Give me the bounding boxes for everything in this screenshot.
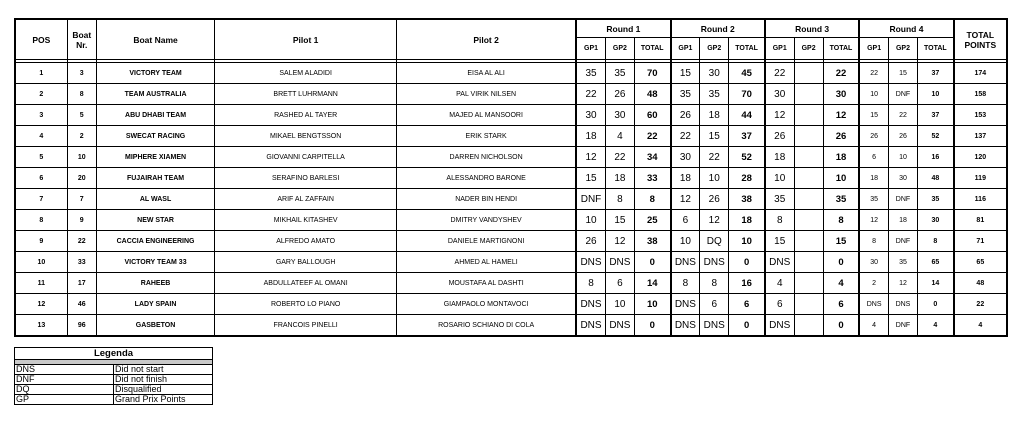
round-2-total-cell: 6 <box>729 294 765 315</box>
table-row <box>15 273 1007 294</box>
round-1-total-cell: 48 <box>634 84 670 105</box>
pos-cell: 1 <box>15 63 67 84</box>
pilot-2-cell: ALESSANDRO BARONE <box>397 168 577 189</box>
round-4-gp1-cell: 2 <box>859 273 888 294</box>
round-4-total-cell: 8 <box>918 231 954 252</box>
round-1-gp2-cell: 4 <box>605 126 634 147</box>
header-total-points: TOTAL POINTS <box>954 19 1007 60</box>
round-4-gp2-cell: 30 <box>888 168 917 189</box>
legend-desc: Did not start <box>114 365 213 375</box>
round-1-gp2-cell: 22 <box>605 147 634 168</box>
round-2-gp1-cell: 6 <box>671 210 700 231</box>
legend-row <box>15 385 213 395</box>
round-2-gp2-cell: 26 <box>700 189 729 210</box>
round-2-gp2-cell: 18 <box>700 105 729 126</box>
round-3-gp1-cell: 15 <box>765 231 794 252</box>
boat-nr-cell: 20 <box>67 168 96 189</box>
round-3-gp1-cell: DNS <box>765 252 794 273</box>
round-1-total-cell: 25 <box>634 210 670 231</box>
round-1-total-cell: 60 <box>634 105 670 126</box>
round-4-gp2-cell: DNF <box>888 84 917 105</box>
round-1-total-cell: 0 <box>634 315 670 337</box>
header-round-3: Round 3 <box>765 19 859 38</box>
round-3-total-cell: 10 <box>823 168 859 189</box>
pilot-1-cell: SERAFINO BARLESI <box>215 168 397 189</box>
round-4-total-cell: 4 <box>918 315 954 337</box>
round-1-gp1-cell: 26 <box>576 231 605 252</box>
boat-nr-cell: 33 <box>67 252 96 273</box>
pilot-2-cell: MOUSTAFA AL DASHTI <box>397 273 577 294</box>
table-row <box>15 84 1007 105</box>
round-1-gp2-cell: 15 <box>605 210 634 231</box>
round-4-total-cell: 37 <box>918 63 954 84</box>
header-boat-name: Boat Name <box>96 19 214 60</box>
boat-nr-cell: 96 <box>67 315 96 337</box>
pilot-1-cell: SALEM ALADIDI <box>215 63 397 84</box>
round-4-gp2-cell: 10 <box>888 147 917 168</box>
round-3-total-cell: 0 <box>823 252 859 273</box>
round-3-gp2-cell <box>794 210 823 231</box>
round-1-gp2-cell: 35 <box>605 63 634 84</box>
round-2-gp1-cell: 8 <box>671 273 700 294</box>
header-r4-gp1: GP1 <box>859 38 888 60</box>
pos-cell: 3 <box>15 105 67 126</box>
round-4-total-cell: 10 <box>918 84 954 105</box>
round-2-total-cell: 70 <box>729 84 765 105</box>
round-1-total-cell: 0 <box>634 252 670 273</box>
round-1-gp2-cell: 30 <box>605 105 634 126</box>
boat-nr-cell: 2 <box>67 126 96 147</box>
boat-name-cell: VICTORY TEAM 33 <box>96 252 214 273</box>
header-pilot-2: Pilot 2 <box>397 19 577 60</box>
pilot-1-cell: ALFREDO AMATO <box>215 231 397 252</box>
pilot-2-cell: MAJED AL MANSOORI <box>397 105 577 126</box>
round-3-gp2-cell <box>794 105 823 126</box>
boat-nr-cell: 9 <box>67 210 96 231</box>
pos-cell: 2 <box>15 84 67 105</box>
round-3-total-cell: 15 <box>823 231 859 252</box>
round-1-gp2-cell: 18 <box>605 168 634 189</box>
round-3-gp2-cell <box>794 273 823 294</box>
boat-nr-cell: 10 <box>67 147 96 168</box>
legend-desc: Grand Prix Points <box>114 395 213 405</box>
pos-cell: 6 <box>15 168 67 189</box>
round-3-total-cell: 26 <box>823 126 859 147</box>
table-row <box>15 126 1007 147</box>
round-4-gp2-cell: DNS <box>888 294 917 315</box>
boat-name-cell: RAHEEB <box>96 273 214 294</box>
table-row <box>15 105 1007 126</box>
round-2-gp2-cell: 15 <box>700 126 729 147</box>
pos-cell: 10 <box>15 252 67 273</box>
round-2-total-cell: 44 <box>729 105 765 126</box>
table-row <box>15 210 1007 231</box>
round-3-gp2-cell <box>794 84 823 105</box>
pos-cell: 9 <box>15 231 67 252</box>
round-3-gp1-cell: 12 <box>765 105 794 126</box>
round-1-gp1-cell: 8 <box>576 273 605 294</box>
total-points-cell: 22 <box>954 294 1007 315</box>
round-1-gp2-cell: 6 <box>605 273 634 294</box>
round-1-total-cell: 8 <box>634 189 670 210</box>
header-round-4: Round 4 <box>859 19 953 38</box>
round-1-gp1-cell: 35 <box>576 63 605 84</box>
table-row <box>15 252 1007 273</box>
header-pos: POS <box>15 19 67 60</box>
pilot-1-cell: ARIF AL ZAFFAIN <box>215 189 397 210</box>
legend-abbr: DQ <box>15 385 114 395</box>
legend-abbr: DNS <box>15 365 114 375</box>
round-3-gp1-cell: 30 <box>765 84 794 105</box>
legend-table <box>14 347 213 405</box>
round-4-gp1-cell: 12 <box>859 210 888 231</box>
boat-name-cell: FUJAIRAH TEAM <box>96 168 214 189</box>
round-4-total-cell: 65 <box>918 252 954 273</box>
table-row <box>15 315 1007 337</box>
pilot-1-cell: RASHED AL TAYER <box>215 105 397 126</box>
round-4-total-cell: 16 <box>918 147 954 168</box>
header-r4-gp2: GP2 <box>888 38 917 60</box>
total-points-cell: 71 <box>954 231 1007 252</box>
pilot-1-cell: BRETT LUHRMANN <box>215 84 397 105</box>
boat-name-cell: ABU DHABI TEAM <box>96 105 214 126</box>
round-2-gp1-cell: DNS <box>671 252 700 273</box>
table-row <box>15 189 1007 210</box>
pilot-2-cell: EISA AL ALI <box>397 63 577 84</box>
pos-cell: 8 <box>15 210 67 231</box>
table-row <box>15 147 1007 168</box>
round-3-gp2-cell <box>794 252 823 273</box>
pilot-1-cell: ROBERTO LO PIANO <box>215 294 397 315</box>
pos-cell: 5 <box>15 147 67 168</box>
round-1-total-cell: 22 <box>634 126 670 147</box>
legend-abbr: DNF <box>15 375 114 385</box>
pos-cell: 4 <box>15 126 67 147</box>
round-2-gp2-cell: 10 <box>700 168 729 189</box>
boat-nr-cell: 8 <box>67 84 96 105</box>
boat-name-cell: LADY SPAIN <box>96 294 214 315</box>
round-2-gp1-cell: 15 <box>671 63 700 84</box>
round-4-gp1-cell: 18 <box>859 168 888 189</box>
boat-name-cell: CACCIA ENGINEERING <box>96 231 214 252</box>
pilot-2-cell: NADER BIN HENDI <box>397 189 577 210</box>
round-3-total-cell: 18 <box>823 147 859 168</box>
round-4-gp1-cell: 22 <box>859 63 888 84</box>
round-4-gp2-cell: 12 <box>888 273 917 294</box>
round-3-gp1-cell: 8 <box>765 210 794 231</box>
round-1-gp1-cell: 15 <box>576 168 605 189</box>
results-table <box>14 18 1008 337</box>
round-2-total-cell: 45 <box>729 63 765 84</box>
round-2-gp2-cell: DQ <box>700 231 729 252</box>
round-1-total-cell: 14 <box>634 273 670 294</box>
header-r1-total: TOTAL <box>634 38 670 60</box>
boat-nr-cell: 46 <box>67 294 96 315</box>
boat-name-cell: SWECAT RACING <box>96 126 214 147</box>
round-4-total-cell: 14 <box>918 273 954 294</box>
round-1-total-cell: 10 <box>634 294 670 315</box>
pilot-2-cell: DARREN NICHOLSON <box>397 147 577 168</box>
round-2-gp1-cell: 10 <box>671 231 700 252</box>
round-2-gp2-cell: 12 <box>700 210 729 231</box>
round-1-gp2-cell: DNS <box>605 252 634 273</box>
round-3-gp1-cell: 4 <box>765 273 794 294</box>
header-r1-gp1: GP1 <box>576 38 605 60</box>
round-3-gp2-cell <box>794 126 823 147</box>
total-points-cell: 119 <box>954 168 1007 189</box>
round-1-gp1-cell: 22 <box>576 84 605 105</box>
round-2-total-cell: 38 <box>729 189 765 210</box>
legend-title: Legenda <box>15 348 213 360</box>
round-3-total-cell: 8 <box>823 210 859 231</box>
boat-nr-cell: 17 <box>67 273 96 294</box>
round-2-gp2-cell: DNS <box>700 315 729 337</box>
round-3-gp1-cell: 6 <box>765 294 794 315</box>
round-3-gp2-cell <box>794 168 823 189</box>
round-1-gp1-cell: 18 <box>576 126 605 147</box>
round-2-gp1-cell: 22 <box>671 126 700 147</box>
round-4-gp2-cell: DNF <box>888 315 917 337</box>
round-4-gp1-cell: 6 <box>859 147 888 168</box>
round-1-total-cell: 38 <box>634 231 670 252</box>
round-2-total-cell: 10 <box>729 231 765 252</box>
round-4-gp1-cell: 35 <box>859 189 888 210</box>
round-4-gp1-cell: 30 <box>859 252 888 273</box>
boat-name-cell: TEAM AUSTRALIA <box>96 84 214 105</box>
pilot-1-cell: MIKAEL BENGTSSON <box>215 126 397 147</box>
header-r1-gp2: GP2 <box>605 38 634 60</box>
boat-nr-cell: 3 <box>67 63 96 84</box>
round-3-total-cell: 12 <box>823 105 859 126</box>
total-points-cell: 48 <box>954 273 1007 294</box>
round-4-total-cell: 30 <box>918 210 954 231</box>
round-3-gp2-cell <box>794 189 823 210</box>
round-2-gp2-cell: 8 <box>700 273 729 294</box>
pos-cell: 12 <box>15 294 67 315</box>
pilot-1-cell: ABDULLATEEF AL OMANI <box>215 273 397 294</box>
round-2-total-cell: 0 <box>729 315 765 337</box>
total-points-cell: 81 <box>954 210 1007 231</box>
round-3-gp1-cell: 26 <box>765 126 794 147</box>
round-2-gp1-cell: 35 <box>671 84 700 105</box>
pilot-1-cell: GARY BALLOUGH <box>215 252 397 273</box>
legend-desc: Disqualified <box>114 385 213 395</box>
table-row <box>15 63 1007 84</box>
pos-cell: 13 <box>15 315 67 337</box>
round-3-gp2-cell <box>794 147 823 168</box>
pilot-2-cell: DMITRY VANDYSHEV <box>397 210 577 231</box>
header-r2-total: TOTAL <box>729 38 765 60</box>
round-4-gp1-cell: 26 <box>859 126 888 147</box>
round-1-gp1-cell: DNS <box>576 315 605 337</box>
boat-nr-cell: 7 <box>67 189 96 210</box>
legend-row <box>15 375 213 385</box>
pos-cell: 11 <box>15 273 67 294</box>
round-1-gp1-cell: 30 <box>576 105 605 126</box>
round-1-gp2-cell: 12 <box>605 231 634 252</box>
boat-name-cell: NEW STAR <box>96 210 214 231</box>
round-1-gp2-cell: 10 <box>605 294 634 315</box>
pilot-1-cell: GIOVANNI CARPITELLA <box>215 147 397 168</box>
round-4-total-cell: 52 <box>918 126 954 147</box>
round-1-gp1-cell: 12 <box>576 147 605 168</box>
total-points-cell: 120 <box>954 147 1007 168</box>
round-2-total-cell: 37 <box>729 126 765 147</box>
round-2-total-cell: 52 <box>729 147 765 168</box>
round-1-total-cell: 70 <box>634 63 670 84</box>
round-4-gp1-cell: DNS <box>859 294 888 315</box>
legend-desc: Did not finish <box>114 375 213 385</box>
header-round-1: Round 1 <box>576 19 670 38</box>
round-1-gp2-cell: DNS <box>605 315 634 337</box>
round-3-gp2-cell <box>794 63 823 84</box>
pilot-1-cell: FRANCOIS PINELLI <box>215 315 397 337</box>
total-points-cell: 65 <box>954 252 1007 273</box>
round-2-gp1-cell: 12 <box>671 189 700 210</box>
round-3-gp1-cell: DNS <box>765 315 794 337</box>
round-2-total-cell: 18 <box>729 210 765 231</box>
round-2-gp2-cell: 30 <box>700 63 729 84</box>
round-2-gp1-cell: 18 <box>671 168 700 189</box>
round-3-gp1-cell: 18 <box>765 147 794 168</box>
round-4-gp1-cell: 8 <box>859 231 888 252</box>
pilot-2-cell: PAL VIRIK NILSEN <box>397 84 577 105</box>
legend-abbr: GP <box>15 395 114 405</box>
round-4-gp1-cell: 10 <box>859 84 888 105</box>
round-4-gp2-cell: DNF <box>888 189 917 210</box>
round-3-total-cell: 30 <box>823 84 859 105</box>
table-row <box>15 168 1007 189</box>
boat-name-cell: AL WASL <box>96 189 214 210</box>
round-3-gp2-cell <box>794 294 823 315</box>
boat-nr-cell: 5 <box>67 105 96 126</box>
round-2-gp2-cell: 35 <box>700 84 729 105</box>
total-points-cell: 116 <box>954 189 1007 210</box>
round-2-gp1-cell: 26 <box>671 105 700 126</box>
header-r3-total: TOTAL <box>823 38 859 60</box>
pilot-2-cell: GIAMPAOLO MONTAVOCI <box>397 294 577 315</box>
legend-row <box>15 395 213 405</box>
round-4-total-cell: 35 <box>918 189 954 210</box>
boat-name-cell: MIPHERE XIAMEN <box>96 147 214 168</box>
round-4-gp2-cell: 18 <box>888 210 917 231</box>
round-2-gp2-cell: DNS <box>700 252 729 273</box>
header-round-2: Round 2 <box>671 19 765 38</box>
round-3-gp1-cell: 22 <box>765 63 794 84</box>
boat-name-cell: VICTORY TEAM <box>96 63 214 84</box>
round-1-total-cell: 34 <box>634 147 670 168</box>
round-4-gp2-cell: 26 <box>888 126 917 147</box>
pilot-2-cell: DANIELE MARTIGNONI <box>397 231 577 252</box>
round-3-total-cell: 0 <box>823 315 859 337</box>
header-r4-total: TOTAL <box>918 38 954 60</box>
pilot-2-cell: ROSARIO SCHIANO DI COLA <box>397 315 577 337</box>
header-r2-gp2: GP2 <box>700 38 729 60</box>
round-4-total-cell: 37 <box>918 105 954 126</box>
round-4-gp1-cell: 15 <box>859 105 888 126</box>
round-3-gp2-cell <box>794 315 823 337</box>
round-1-gp2-cell: 8 <box>605 189 634 210</box>
header-boat-nr: Boat Nr. <box>67 19 96 60</box>
total-points-cell: 174 <box>954 63 1007 84</box>
round-4-gp1-cell: 4 <box>859 315 888 337</box>
table-row <box>15 231 1007 252</box>
header-r3-gp2: GP2 <box>794 38 823 60</box>
round-1-gp1-cell: DNS <box>576 294 605 315</box>
round-4-gp2-cell: 22 <box>888 105 917 126</box>
total-points-cell: 158 <box>954 84 1007 105</box>
round-2-total-cell: 16 <box>729 273 765 294</box>
round-3-total-cell: 4 <box>823 273 859 294</box>
results-body <box>15 63 1007 337</box>
round-2-gp2-cell: 22 <box>700 147 729 168</box>
round-2-gp1-cell: DNS <box>671 294 700 315</box>
table-row <box>15 294 1007 315</box>
round-4-total-cell: 48 <box>918 168 954 189</box>
round-2-gp2-cell: 6 <box>700 294 729 315</box>
pilot-2-cell: AHMED AL HAMELI <box>397 252 577 273</box>
total-points-cell: 153 <box>954 105 1007 126</box>
pilot-2-cell: ERIK STARK <box>397 126 577 147</box>
round-2-gp1-cell: 30 <box>671 147 700 168</box>
round-1-gp2-cell: 26 <box>605 84 634 105</box>
round-4-total-cell: 0 <box>918 294 954 315</box>
round-3-gp1-cell: 10 <box>765 168 794 189</box>
round-2-gp1-cell: DNS <box>671 315 700 337</box>
round-2-total-cell: 28 <box>729 168 765 189</box>
round-3-gp2-cell <box>794 231 823 252</box>
header-r3-gp1: GP1 <box>765 38 794 60</box>
header-pilot-1: Pilot 1 <box>215 19 397 60</box>
round-3-gp1-cell: 35 <box>765 189 794 210</box>
legend-row <box>15 365 213 375</box>
boat-nr-cell: 22 <box>67 231 96 252</box>
round-3-total-cell: 35 <box>823 189 859 210</box>
round-4-gp2-cell: 35 <box>888 252 917 273</box>
round-2-total-cell: 0 <box>729 252 765 273</box>
round-1-total-cell: 33 <box>634 168 670 189</box>
round-4-gp2-cell: DNF <box>888 231 917 252</box>
pilot-1-cell: MIKHAIL KITASHEV <box>215 210 397 231</box>
round-1-gp1-cell: DNS <box>576 252 605 273</box>
round-3-total-cell: 6 <box>823 294 859 315</box>
pos-cell: 7 <box>15 189 67 210</box>
round-3-total-cell: 22 <box>823 63 859 84</box>
total-points-cell: 137 <box>954 126 1007 147</box>
round-1-gp1-cell: DNF <box>576 189 605 210</box>
round-1-gp1-cell: 10 <box>576 210 605 231</box>
header-r2-gp1: GP1 <box>671 38 700 60</box>
total-points-cell: 4 <box>954 315 1007 337</box>
round-4-gp2-cell: 15 <box>888 63 917 84</box>
boat-name-cell: GASBETON <box>96 315 214 337</box>
